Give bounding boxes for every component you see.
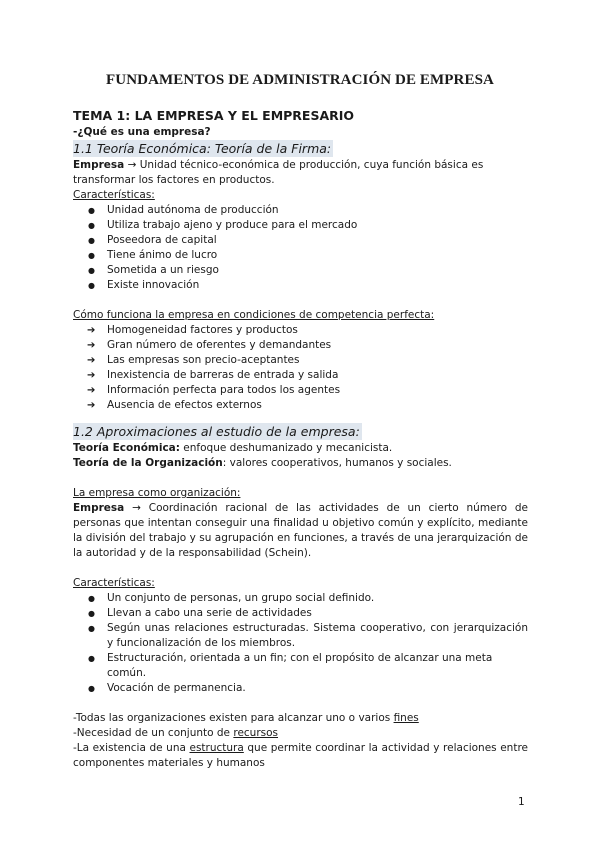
- list-item: ➔ Información perfecta para todos los agentes: [73, 383, 528, 398]
- caracteristicas-list-2: [73, 591, 528, 696]
- caracteristicas-label-1: Características:: [73, 189, 155, 201]
- list-item: ● Según unas relaciones estructuradas. Sistema cooperativo, con jerarquización y funcionalización de los miembros.: [73, 621, 528, 651]
- section-2-heading: 1.2 Aproximaciones al estudio de la empresa:: [73, 424, 360, 439]
- list-item: ● Existe innovación: [73, 278, 528, 293]
- competencia-list: [73, 323, 528, 413]
- list-item: ➔ Las empresas son precio-aceptantes: [73, 353, 528, 368]
- page-number: 1: [518, 796, 525, 808]
- competencia-label: Cómo funciona la empresa en condiciones de competencia perfecta:: [73, 309, 435, 321]
- list-item: ➔ Homogeneidad factores y productos: [73, 323, 528, 338]
- list-item: ● Utiliza trabajo ajeno y produce para el mercado: [73, 218, 528, 233]
- list-item: ● Tiene ánimo de lucro: [73, 248, 528, 263]
- list-item: ● Vocación de permanencia.: [73, 681, 528, 696]
- estructura-line: -La existencia de una estructura que permite coordinar la actividad y relaciones entre componentes materiales y humanos: [73, 742, 528, 769]
- teoria-organizacion-line: Teoría de la Organización: valores cooperativos, humanos y sociales.: [73, 457, 452, 469]
- document-title: FUNDAMENTOS DE ADMINISTRACIÓN DE EMPRESA: [106, 72, 494, 88]
- section-1-definition: Empresa → Unidad técnico-económica de producción, cuya función básica es transformar los factores en productos.: [73, 159, 484, 186]
- list-item: ● Llevan a cabo una serie de actividades: [73, 606, 528, 621]
- list-item: ● Un conjunto de personas, un grupo social definido.: [73, 591, 528, 606]
- recursos-line: -Necesidad de un conjunto de recursos: [73, 727, 279, 739]
- question-line: -¿Qué es una empresa?: [73, 126, 211, 138]
- organizacion-definition: Empresa → Coordinación racional de las actividades de un cierto número de personas que intentan conseguir una finalidad u objetivo común y explícito, mediante la división del trabajo y su agrupación en funciones, a través de una jerarquización de la autoridad y de la responsabilidad (Schein).: [73, 502, 528, 559]
- list-item: ● Unidad autónoma de producción: [73, 203, 528, 218]
- list-item: ● Estructuración, orientada a un fin; con el propósito de alcanzar una meta común.: [73, 651, 528, 681]
- list-item: ➔ Inexistencia de barreras de entrada y salida: [73, 368, 528, 383]
- section-1-heading: 1.1 Teoría Económica: Teoría de la Firma:: [73, 141, 332, 156]
- fines-line: -Todas las organizaciones existen para alcanzar uno o varios fines: [73, 712, 419, 724]
- caracteristicas-list-1: [73, 203, 528, 293]
- document-body: [73, 107, 528, 771]
- list-item: ● Poseedora de capital: [73, 233, 528, 248]
- teoria-economica-line: Teoría Económica: enfoque deshumanizado y mecanicista.: [73, 442, 393, 454]
- tema-heading: TEMA 1: LA EMPRESA Y EL EMPRESARIO: [73, 108, 355, 123]
- organizacion-label: La empresa como organización:: [73, 487, 241, 499]
- list-item: ● Sometida a un riesgo: [73, 263, 528, 278]
- caracteristicas-label-2: Características:: [73, 577, 155, 589]
- list-item: ➔ Ausencia de efectos externos: [73, 398, 528, 413]
- list-item: ➔ Gran número de oferentes y demandantes: [73, 338, 528, 353]
